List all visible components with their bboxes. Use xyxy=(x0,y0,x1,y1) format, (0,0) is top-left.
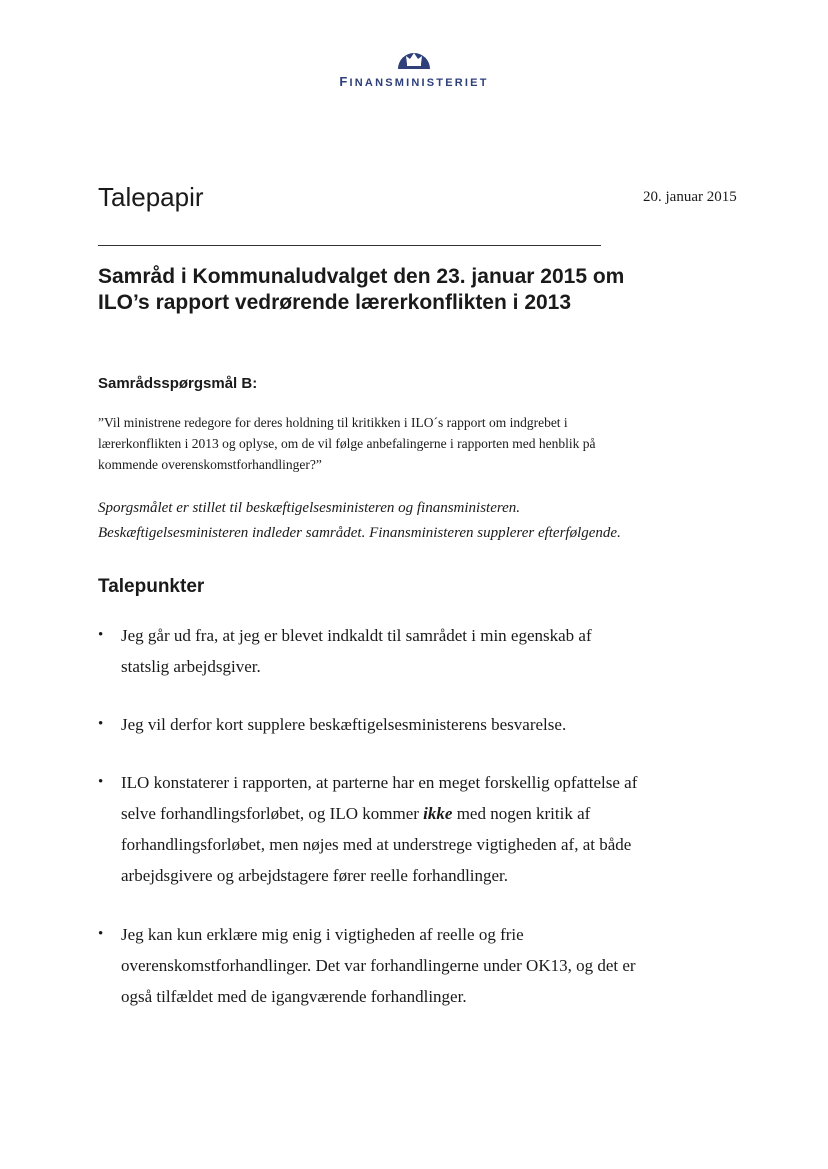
question-note: Sporgsmålet er stillet til beskæftigelsesministeren og finansministeren. Beskæftigelsesministeren indleder samrådet. Finansministeren supplerer efterfølgende. xyxy=(98,500,621,541)
talepunkter-list xyxy=(98,620,638,1012)
list-item-text-before: ILO konstaterer i rapporten, at parterne har en meget forskellig opfattelse af selve forhandlingsforløbet, og ILO kommer xyxy=(121,773,638,823)
document-date: 20. januar 2015 xyxy=(643,189,737,205)
question-text: ”Vil ministrene redegore for deres holdning til kritikken i ILO´s rapport om indgrebet i lærerkonflikten i 2013 og oplyse, om de vil følge anbefalingerne i rapporten med henblik på kommende overenskomstforhandlinger?” xyxy=(98,415,596,472)
list-item-text: Jeg kan kun erklære mig enig i vigtigheden af reelle og frie overenskomstforhandlinger. Det var forhandlingerne under OK13, og det er også tilfældet med de igangværende forhandlinger. xyxy=(121,925,636,1006)
bullet-icon: • xyxy=(98,926,104,942)
ministry-logo xyxy=(0,40,828,89)
bullet-icon: • xyxy=(98,627,104,643)
ministry-name: FINANSMINISTERIET xyxy=(339,74,489,89)
emphasis-text: ikke xyxy=(423,804,453,823)
bullet-icon: • xyxy=(98,716,104,732)
bullet-icon: • xyxy=(98,774,104,790)
list-item xyxy=(98,919,638,1012)
list-item xyxy=(98,709,638,740)
list-item-text-after: med nogen kritik af forhandlingsforløbet, men nøjes med at understrege vigtigheden af, at både arbejdsgivere og arbejdstagere fører reelle forhandlinger. xyxy=(121,804,632,885)
document-title: Samråd i Kommunaludvalget den 23. januar 2015 om ILO’s rapport vedrørende lærerkonflikten i 2013 xyxy=(98,265,625,314)
crown-emblem-icon xyxy=(396,40,432,70)
list-item-text: Jeg vil derfor kort supplere beskæftigelsesministerens besvarelse. xyxy=(121,715,567,734)
title-divider xyxy=(98,245,601,246)
list-item-text: Jeg går ud fra, at jeg er blevet indkaldt til samrådet i min egenskab af statslig arbejdsgiver. xyxy=(121,626,592,676)
document-type: Talepapir xyxy=(98,182,204,212)
question-heading: Samrådsspørgsmål B: xyxy=(98,375,258,392)
list-item xyxy=(98,767,638,891)
talepunkter-heading: Talepunkter xyxy=(98,576,205,597)
list-item xyxy=(98,620,638,682)
